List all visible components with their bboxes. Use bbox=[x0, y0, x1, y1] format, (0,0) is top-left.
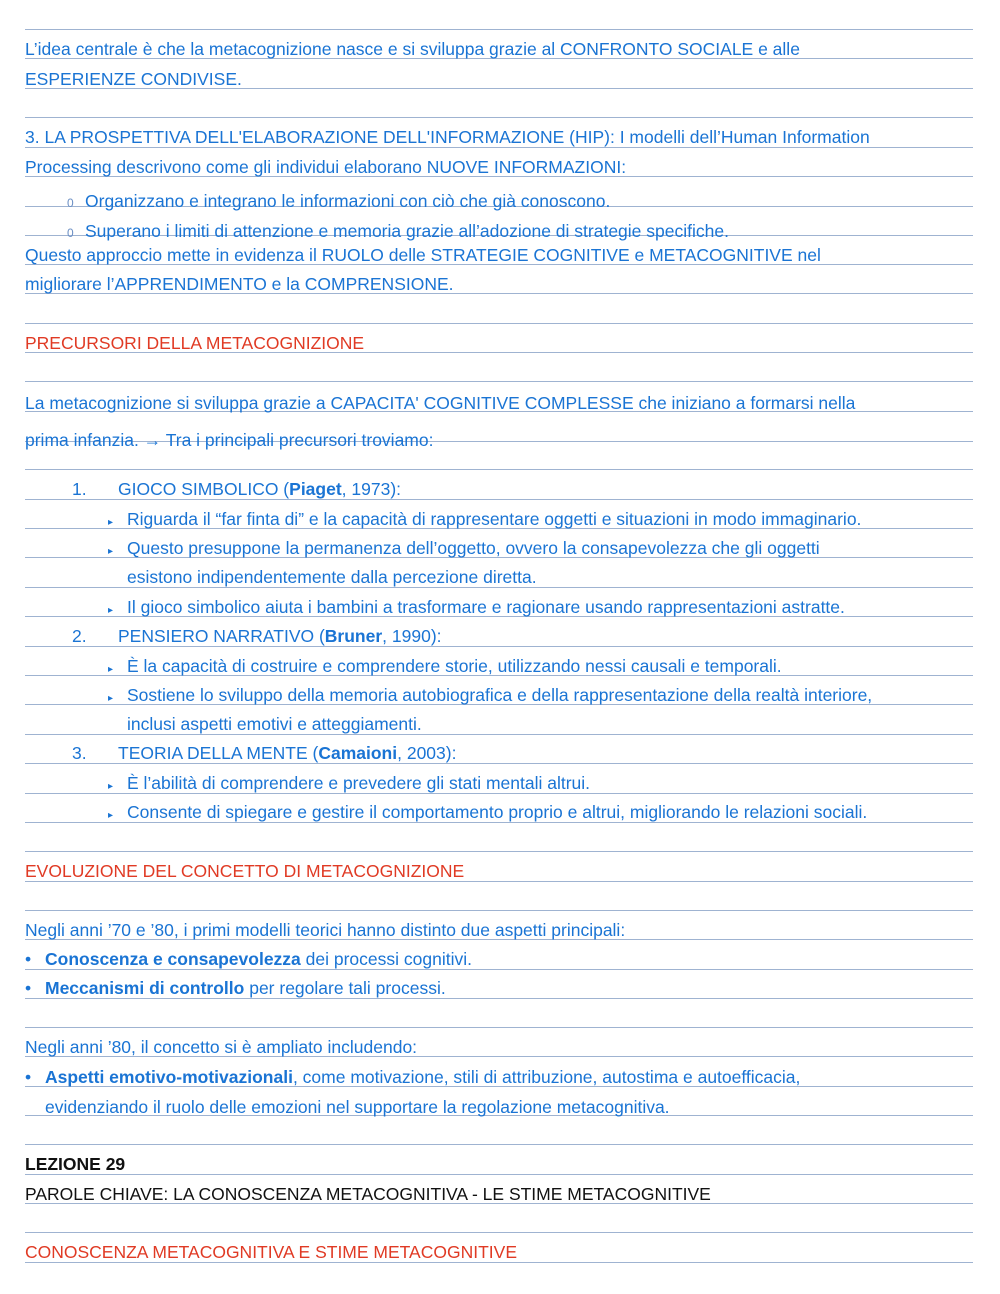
numbered-item bbox=[72, 742, 976, 764]
list-item-text: Superano i limiti di attenzione e memoria grazie all’adozione di strategie specifiche. bbox=[85, 221, 729, 241]
item-title: TEORIA DELLA MENTE ( bbox=[118, 743, 319, 763]
triangle-bullet-icon: ▸ bbox=[108, 693, 114, 704]
triangle-bullet-icon: ▸ bbox=[108, 810, 114, 821]
list-item bbox=[25, 977, 976, 999]
rule-line bbox=[25, 381, 973, 382]
lesson-title: LEZIONE 29 bbox=[25, 1154, 126, 1174]
triangle-bullet-icon: ▸ bbox=[108, 605, 114, 616]
section-heading: EVOLUZIONE DEL CONCETTO DI METACOGNIZIONE bbox=[25, 861, 465, 881]
triangle-bullet-icon: ▸ bbox=[108, 781, 114, 792]
sub-point bbox=[108, 772, 976, 794]
triangle-bullet-icon: ▸ bbox=[108, 517, 114, 528]
sub-point bbox=[108, 655, 976, 677]
bullet-marker: • bbox=[25, 1067, 32, 1087]
item-title: GIOCO SIMBOLICO ( bbox=[118, 479, 290, 499]
paragraph-line: Questo approccio mette in evidenza il RUOLO delle STRATEGIE COGNITIVE e METACOGNITIVE nel bbox=[25, 245, 821, 265]
sub-point-continuation: inclusi aspetti emotivi e atteggiamenti. bbox=[127, 714, 422, 734]
rule-line bbox=[25, 851, 973, 852]
list-item-bold: Meccanismi di controllo bbox=[45, 978, 245, 998]
item-number: 3. bbox=[72, 743, 87, 763]
list-item bbox=[67, 220, 976, 242]
sub-point bbox=[108, 684, 976, 706]
sub-point-text: È la capacità di costruire e comprendere storie, utilizzando nessi causali e temporali. bbox=[127, 656, 782, 676]
paragraph-line: Processing descrivono come gli individui elaborano NUOVE INFORMAZIONI: bbox=[25, 157, 627, 177]
rule-line bbox=[25, 1144, 973, 1145]
list-item-bold: Conoscenza e consapevolezza bbox=[45, 949, 301, 969]
rule-line bbox=[25, 910, 973, 911]
item-author: Camaioni bbox=[318, 743, 398, 763]
paragraph-line: prima infanzia. → Tra i principali precursori troviamo: bbox=[25, 430, 434, 450]
rule-line bbox=[25, 1027, 973, 1028]
item-number: 2. bbox=[72, 626, 87, 646]
sub-point bbox=[108, 801, 976, 823]
triangle-bullet-icon: ▸ bbox=[108, 664, 114, 675]
sub-point-text: Sostiene lo sviluppo della memoria autobiografica e della rappresentazione della realtà interiore, bbox=[127, 685, 873, 705]
bullet-marker: • bbox=[25, 978, 32, 998]
numbered-item bbox=[72, 478, 976, 500]
sub-point bbox=[108, 508, 976, 530]
item-year: , 2003): bbox=[397, 743, 457, 763]
rule-line bbox=[25, 469, 973, 470]
list-item-text: per regolare tali processi. bbox=[244, 978, 446, 998]
sub-point-continuation: esistono indipendentemente dalla percezione diretta. bbox=[127, 567, 537, 587]
rule-line bbox=[25, 1232, 973, 1233]
sub-point-text: Riguarda il “far finta di” e la capacità di rappresentare oggetti e situazioni in modo immaginario. bbox=[127, 509, 862, 529]
sub-point bbox=[108, 537, 976, 559]
paragraph-line: Negli anni ’80, il concetto si è ampliato includendo: bbox=[25, 1037, 418, 1057]
item-title: PENSIERO NARRATIVO ( bbox=[118, 626, 325, 646]
paragraph-line: 3. LA PROSPETTIVA DELL'ELABORAZIONE DELL'INFORMAZIONE (HIP): I modelli dell’Human Information bbox=[25, 127, 870, 147]
bullet-marker: 0 bbox=[67, 226, 74, 240]
section-heading: PRECURSORI DELLA METACOGNIZIONE bbox=[25, 333, 365, 353]
item-author: Piaget bbox=[289, 479, 342, 499]
sub-point-text: Questo presuppone la permanenza dell’oggetto, ovvero la consapevolezza che gli oggetti bbox=[127, 538, 820, 558]
sub-point bbox=[108, 596, 976, 618]
sub-point-text: Consente di spiegare e gestire il comportamento proprio e altrui, migliorando le relazioni sociali. bbox=[127, 802, 868, 822]
rule-line bbox=[25, 29, 973, 30]
section-heading: CONOSCENZA METACOGNITIVA E STIME METACOGNITIVE bbox=[25, 1242, 517, 1262]
list-item-text: dei processi cognitivi. bbox=[300, 949, 472, 969]
numbered-item bbox=[72, 625, 976, 647]
rule-line bbox=[25, 323, 973, 324]
list-item bbox=[25, 948, 976, 970]
paragraph-line: ESPERIENZE CONDIVISE. bbox=[25, 69, 242, 89]
list-item bbox=[67, 190, 976, 212]
item-author: Bruner bbox=[324, 626, 383, 646]
list-item-text: , come motivazione, stili di attribuzione, autostima e autoefficacia, bbox=[292, 1067, 801, 1087]
list-item-continuation: evidenziando il ruolo delle emozioni nel supportare la regolazione metacognitiva. bbox=[45, 1097, 670, 1117]
rule-line bbox=[25, 117, 973, 118]
paragraph-line: L’idea centrale è che la metacognizione nasce e si sviluppa grazie al CONFRONTO SOCIALE e alle bbox=[25, 39, 800, 59]
sub-point-text: È l’abilità di comprendere e prevedere gli stati mentali altrui. bbox=[127, 773, 591, 793]
item-number: 1. bbox=[72, 479, 87, 499]
item-year: , 1990): bbox=[382, 626, 442, 646]
list-item bbox=[25, 1066, 976, 1088]
bullet-marker: • bbox=[25, 949, 32, 969]
item-year: , 1973): bbox=[341, 479, 402, 499]
list-item-text: Organizzano e integrano le informazioni con ciò che già conoscono. bbox=[85, 191, 611, 211]
sub-point-text: Il gioco simbolico aiuta i bambini a trasformare e ragionare usando rappresentazioni astratte. bbox=[127, 597, 845, 617]
bullet-marker: 0 bbox=[67, 196, 74, 210]
paragraph-line: Negli anni ’70 e ’80, i primi modelli teorici hanno distinto due aspetti principali: bbox=[25, 920, 626, 940]
keywords-line: PAROLE CHIAVE: LA CONOSCENZA METACOGNITIVA - LE STIME METACOGNITIVE bbox=[25, 1184, 711, 1204]
paragraph-line: migliorare l’APPRENDIMENTO e la COMPRENSIONE. bbox=[25, 274, 454, 294]
paragraph-line: La metacognizione si sviluppa grazie a CAPACITA' COGNITIVE COMPLESSE che iniziano a formarsi nella bbox=[25, 393, 856, 413]
triangle-bullet-icon: ▸ bbox=[108, 546, 114, 557]
list-item-bold: Aspetti emotivo-motivazionali bbox=[45, 1067, 293, 1087]
